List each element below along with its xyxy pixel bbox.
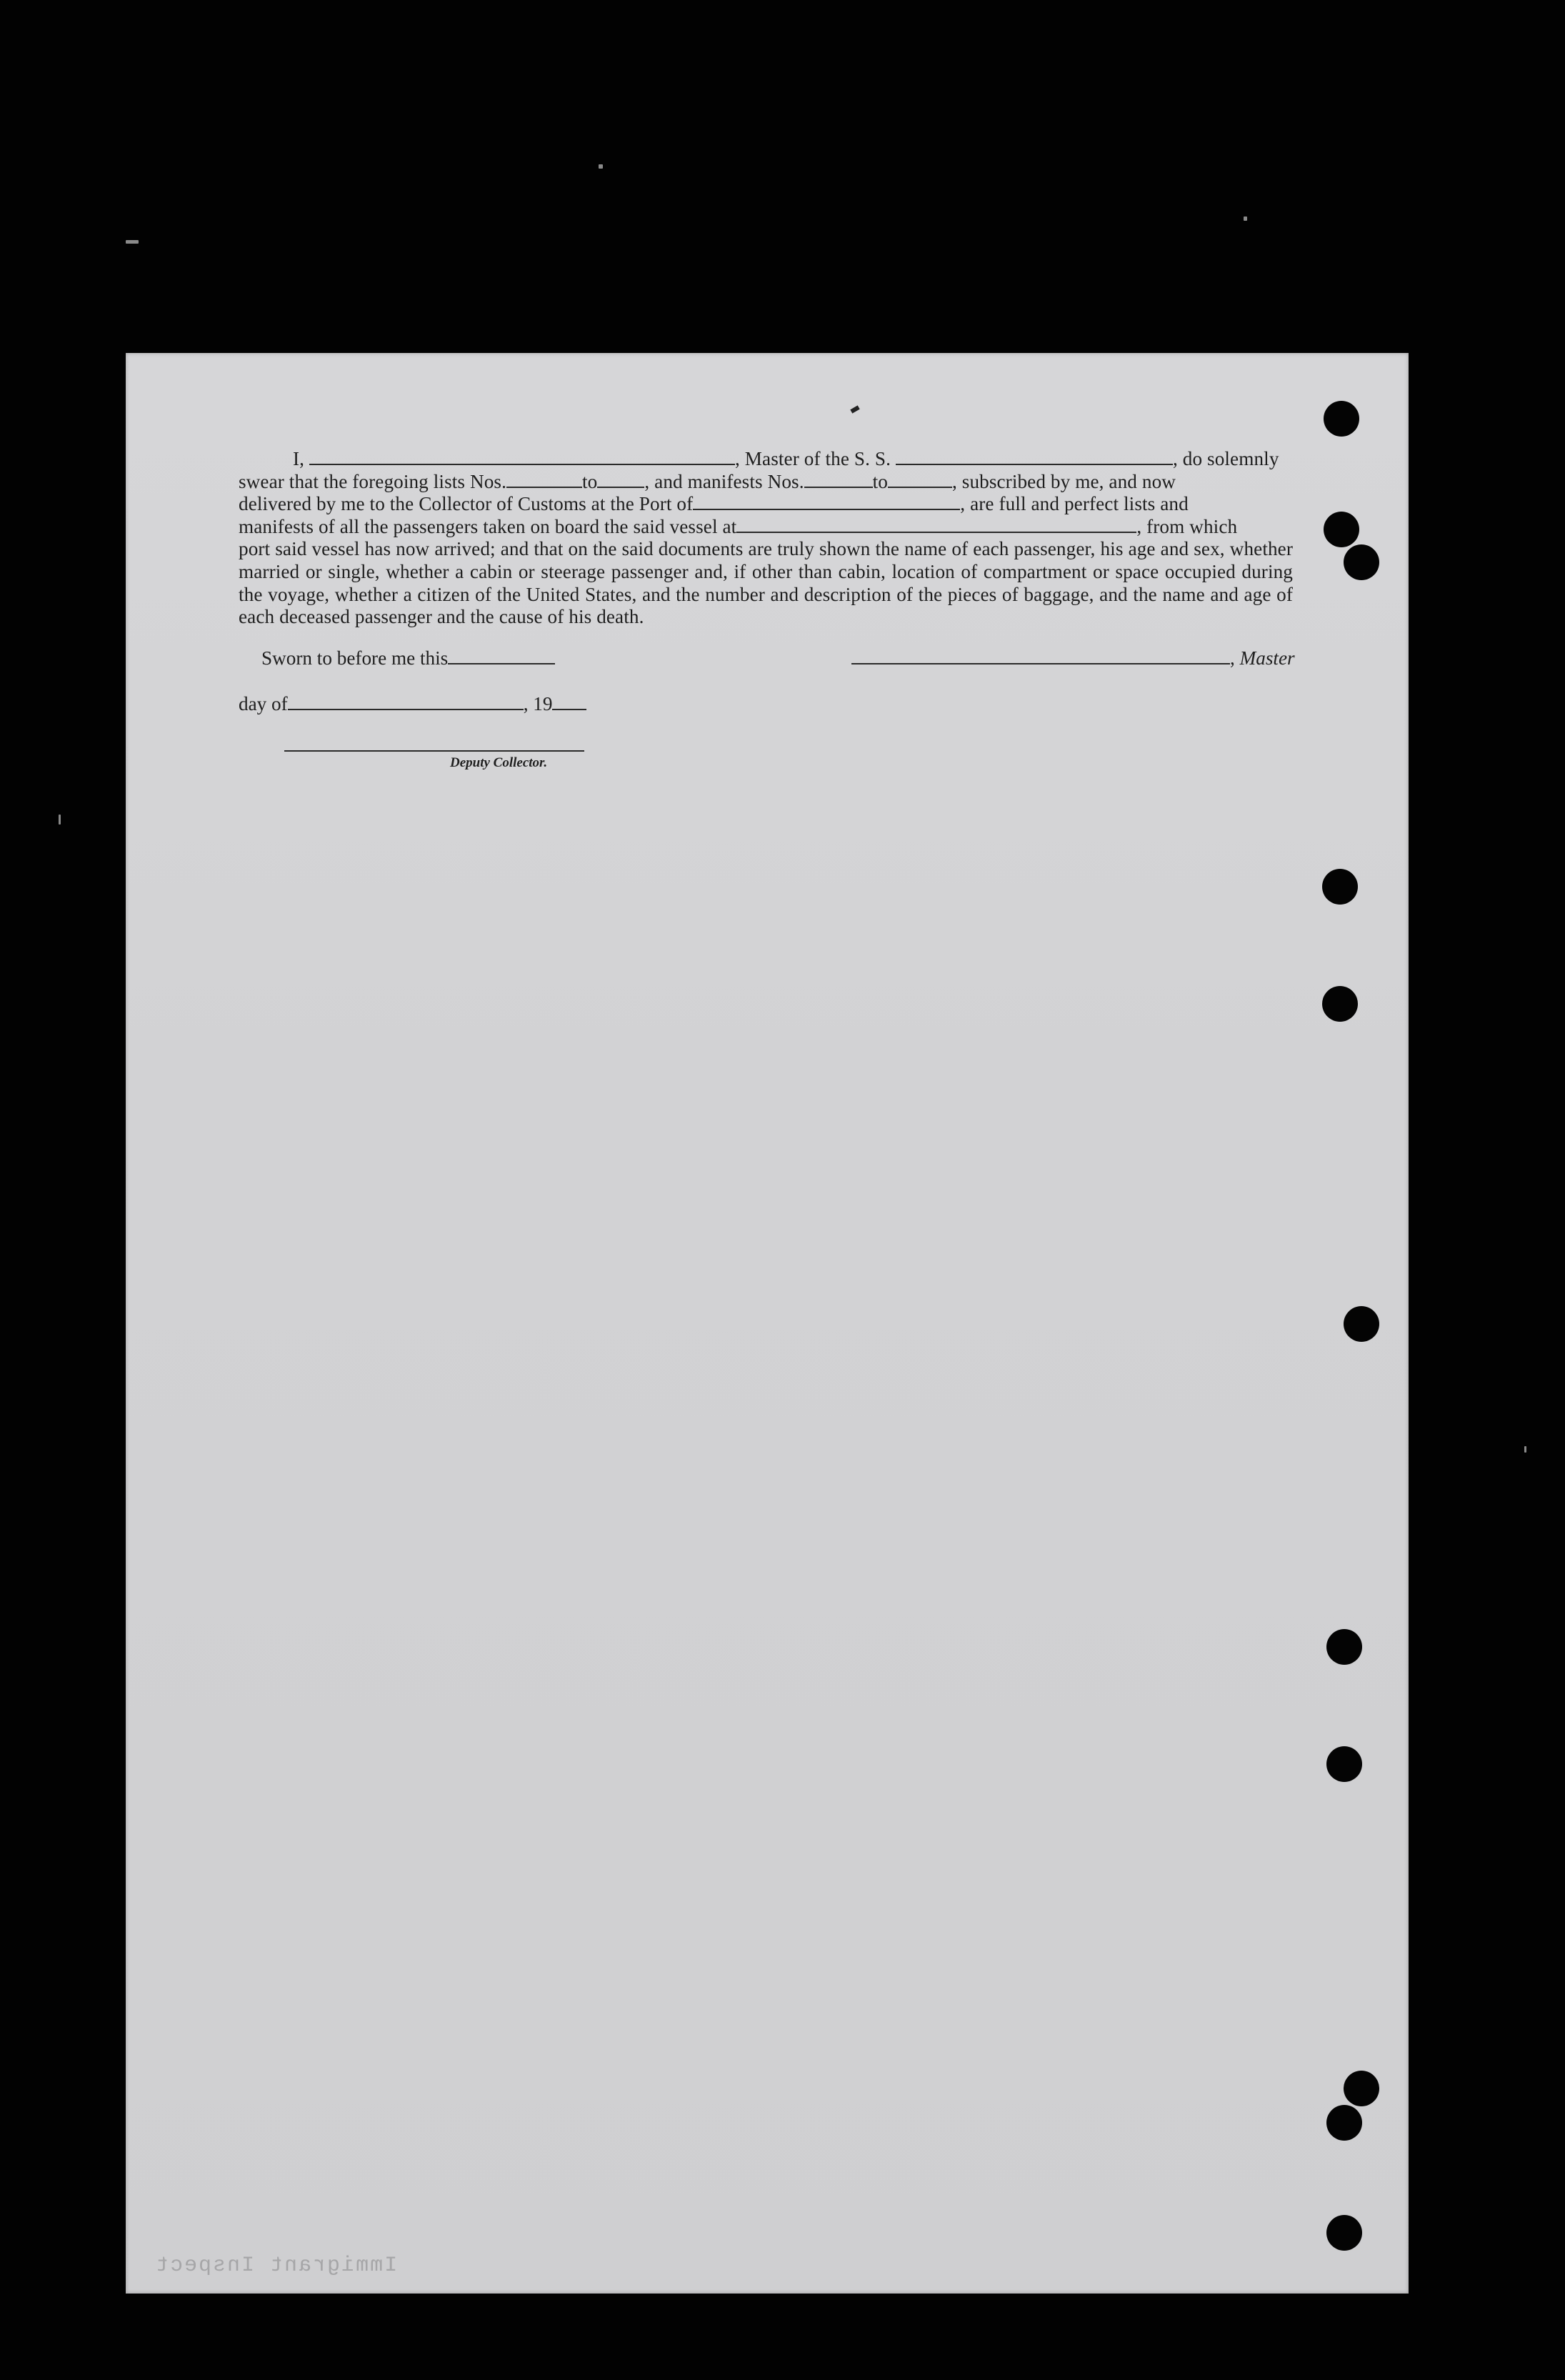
scan-speck — [126, 240, 139, 244]
lists-from-blank[interactable] — [506, 471, 582, 488]
lists-to-blank[interactable] — [597, 471, 644, 488]
ship-name-blank[interactable] — [896, 448, 1173, 465]
port-blank[interactable] — [693, 493, 960, 510]
faint-stamp-bleedthrough: Immigrant Inspect — [154, 2254, 398, 2278]
deputy-collector-label: Deputy Collector. — [450, 755, 548, 770]
year-label: , 19 — [523, 693, 553, 715]
oath-text: swear that the foregoing lists Nos. — [239, 470, 506, 492]
binder-hole — [1344, 544, 1379, 580]
binder-hole — [1326, 2215, 1362, 2251]
sworn-label: Sworn to before me this — [261, 647, 449, 669]
oath-text: , do solemnly — [1172, 448, 1279, 469]
day-row — [239, 693, 586, 715]
oath-text: , subscribed by me, and now — [951, 470, 1176, 492]
scan-speck — [1524, 1446, 1526, 1453]
binder-hole — [1326, 1629, 1362, 1665]
master-name-blank[interactable] — [309, 448, 735, 465]
oath-text: , Master of the S. S. — [734, 448, 891, 469]
binder-hole — [1322, 986, 1358, 1022]
embarkation-port-blank[interactable] — [736, 516, 1136, 533]
scan-speck — [599, 164, 603, 169]
binder-hole — [1324, 401, 1359, 437]
binder-hole — [1324, 512, 1359, 547]
oath-text: , — [1230, 647, 1240, 669]
oath-line-4 — [239, 516, 1293, 539]
oath-text: , and manifests Nos. — [644, 470, 804, 492]
manifest-page — [126, 353, 1409, 2294]
manifests-to-blank[interactable] — [888, 471, 952, 488]
oath-text: to — [582, 470, 598, 492]
binder-hole — [1322, 869, 1358, 905]
oath-body: port said vessel has now arrived; and that on the said documents are truly shown the name of each passenger, his age and sex, whether married or single, whether a cabin or steerage passenger and, if other than cabin, location of compartment or space occupied during the voyage, whether a citizen of the United States, and the number and description of the pieces of baggage, and the name and age of each deceased passenger and the cause of his death. — [239, 538, 1293, 628]
month-blank[interactable] — [288, 693, 524, 710]
sworn-date-blank[interactable] — [448, 647, 555, 664]
oath-line-3 — [239, 493, 1293, 516]
master-signature-row — [851, 647, 1295, 669]
oath-line-1 — [239, 448, 1293, 471]
oath-text: , from which — [1136, 515, 1238, 537]
oath-text: I, — [293, 448, 305, 469]
manifests-from-blank[interactable] — [804, 471, 873, 488]
master-signature-blank[interactable] — [851, 647, 1230, 664]
master-label: Master — [1239, 647, 1295, 669]
scan-speck — [59, 815, 61, 825]
oath-text: to — [872, 470, 888, 492]
deputy-signature-blank[interactable] — [284, 750, 584, 752]
oath-text: , are full and perfect lists and — [960, 493, 1189, 515]
oath-text: delivered by me to the Collector of Customs at the Port of — [239, 493, 694, 515]
sworn-row — [261, 647, 555, 669]
binder-hole — [1326, 2105, 1362, 2141]
master-oath-paragraph — [239, 448, 1293, 629]
scan-speck — [1244, 216, 1247, 221]
year-blank[interactable] — [552, 693, 586, 710]
ink-mark — [850, 405, 859, 413]
oath-line-2 — [239, 471, 1293, 494]
binder-hole — [1326, 1746, 1362, 1782]
day-label: day of — [239, 693, 288, 715]
binder-hole — [1344, 1306, 1379, 1342]
binder-hole — [1344, 2071, 1379, 2106]
oath-text: manifests of all the passengers taken on board the said vessel at — [239, 515, 737, 537]
